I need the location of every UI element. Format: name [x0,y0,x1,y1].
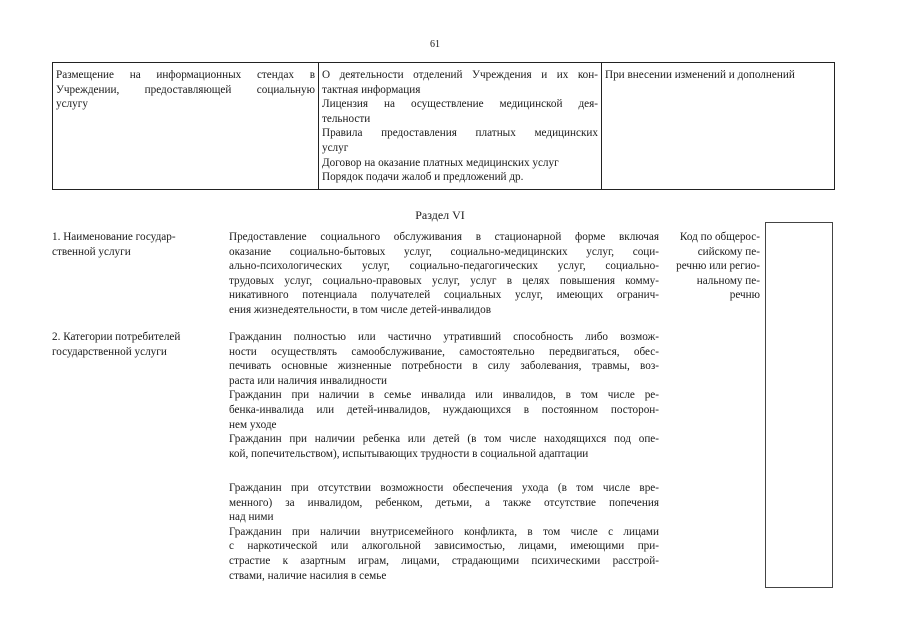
text-line: страстие к азартным играм, лицами, страдающими психическими расстрой- [229,554,659,567]
update-frequency-cell [602,63,834,189]
cell-line: Размещение на информационных стендах в [56,69,315,81]
placement-content-cell [319,63,602,189]
service-name-label [52,230,212,259]
label-line: речню или регио- [676,260,760,273]
cell-line: О деятельности отделений Учреждения и их кон- [322,69,598,81]
text-line: Предоставление социального обслуживания в стационарной форме включая [229,231,659,243]
label-line: нальному пе- [696,274,760,287]
cell-line: услуг [322,141,349,154]
info-placement-table [52,62,835,190]
text-line: ствами, наличие насилия в семье [229,569,387,582]
text-line: Гражданин при наличии ребенка или детей (в том числе находящихся под опе- [229,433,659,446]
text-line: Гражданин при наличии в семье инвалида или инвалидов, в том числе ре- [229,389,659,402]
text-line: нем уходе [229,418,277,431]
registry-code-box [765,222,833,588]
cell-line: Договор на оказание платных медицинских услуг [322,156,559,169]
label-line: 2. Категории потребителей [52,331,181,343]
label-line: Код по общерос- [679,231,760,243]
cell-line: При внесении изменений и дополнений [605,69,795,81]
placement-method-cell [53,63,319,189]
text-line: Гражданин при отсутствии возможности обеспечения ухода (в том числе вре- [229,482,659,494]
text-line: ности осуществлять самообслуживание, самостоятельно передвигаться, обес- [229,345,659,358]
consumer-categories-text-continued [229,481,659,583]
registry-code-label [668,230,760,303]
label-line: государственной услуги [52,345,167,358]
label-line: 1. Наименование государ- [52,231,176,243]
text-line: кой, попечительством), испытывающих трудности в социальной адаптации [229,447,589,460]
page-number: 61 [430,39,440,50]
text-line: с наркотической или алкогольной зависимостью, лицами, имеющими при- [229,540,659,553]
cell-line: тактная информация [322,83,421,96]
cell-line: Правила предоставления платных медицинских [322,127,598,140]
consumer-categories-label [52,330,212,359]
cell-line: Порядок подачи жалоб и предложений др. [322,171,524,184]
service-name-text [229,230,659,318]
cell-line: тельности [322,112,371,125]
text-line: над ними [229,511,274,524]
text-line: раста или наличия инвалидности [229,374,387,387]
text-line: трудовых услуг, социально-правовых услуг, услуг в целях повышения комму- [229,274,659,287]
text-line: никативного потенциала получателей социальных услуг, имеющих огранич- [229,289,659,302]
text-line: ения жизнедеятельности, в том числе детей-инвалидов [229,303,491,316]
label-line: ственной услуги [52,245,131,258]
section-title: Раздел VI [415,208,465,222]
text-line: менного) за инвалидом, ребенком, детьми, а также отсутствие попечения [229,496,659,509]
text-line: оказание социально-бытовых услуг, социально-медицинских услуг, соци- [229,245,659,258]
cell-line: услугу [56,98,88,111]
text-line: печивать основные жизненные потребности в силу заболевания, травмы, воз- [229,360,659,373]
consumer-categories-text [229,330,659,461]
cell-line: Лицензия на осуществление медицинской дея- [322,98,598,111]
label-line: речню [729,289,760,302]
text-line: бенка-инвалида или детей-инвалидов, нуждающихся в постоянном посторон- [229,403,659,416]
text-line: Гражданин при наличии внутрисемейного конфликта, в том числе с лицами [229,525,659,538]
text-line: ально-психологических услуг, социально-педагогических услуг, социально- [229,260,659,273]
label-line: сийскому пе- [697,245,760,258]
cell-line: Учреждении, предоставляющей социальную [56,83,315,96]
text-line: Гражданин полностью или частично утративший способность либо возмож- [229,331,659,343]
